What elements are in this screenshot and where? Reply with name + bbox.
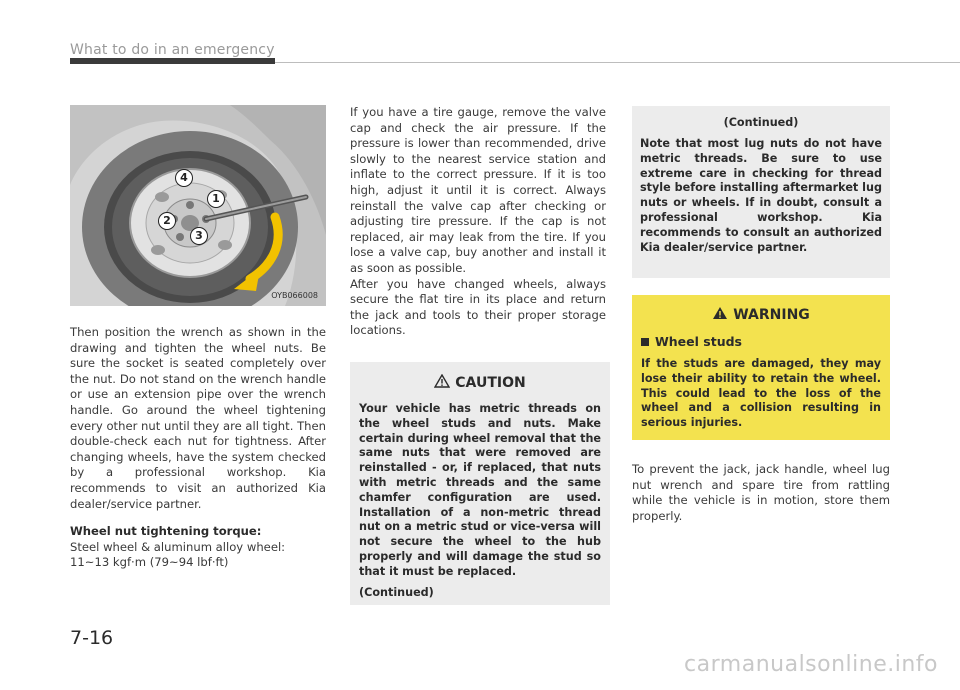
- tighten-paragraph: Then position the wrench as shown in the drawing and tighten the wheel nuts. Be sure the socket is seated completely over the nut. Do not stand on the wrench handle or use an extension pipe over the wrench handle. Go around the wheel tightening every other nut until they are all tight. Then double-check each nut for tightness. After changing wheels, have the system checked by a professional workshop. Kia recommends to visit an authorized Kia dealer/service partner.: [70, 325, 326, 511]
- continued-box: [632, 106, 890, 278]
- section-title: What to do in an emergency: [70, 42, 275, 58]
- column-2: [350, 105, 606, 339]
- caution-title: [359, 374, 601, 392]
- warning-triangle-icon: [712, 306, 728, 324]
- caution-body: Your vehicle has metric threads on the wheel studs and nuts. Make certain during wheel removal that the same nuts that were removed are reinstalled - or, if replaced, that nuts with metric threads and the same chamfer configuration are used. Installation of a non-metric thread nut on a metric stud or vice-versa will not secure the wheel to the hub properly and will damage the stud so that it must be replaced.: [359, 402, 601, 578]
- callout-3: 3: [190, 227, 208, 245]
- warning-subtitle: [641, 334, 881, 349]
- warning-box: [632, 295, 890, 440]
- figure-code: OYB066008: [271, 291, 318, 300]
- page-number: 7-16: [70, 627, 114, 649]
- square-bullet-icon: [641, 338, 649, 346]
- callout-4: 4: [175, 169, 193, 187]
- wheel-figure: [70, 105, 326, 306]
- caution-box: [350, 362, 610, 605]
- caution-triangle-icon: [434, 374, 450, 392]
- header-rule: [275, 62, 960, 63]
- warning-subtitle-text: Wheel studs: [655, 334, 742, 349]
- header-bar: [70, 58, 275, 64]
- tire-gauge-paragraph: If you have a tire gauge, remove the valve cap and check the air pressure. If the pressure is lower than recommended, drive slowly to the nearest service station and inflate to the correct pressure. If it is too high, adjust it until it is correct. Always reinstall the valve cap after checking or adjusting tire pressure. If the cap is not replaced, air may leak from the tire. If you lose a valve cap, buy another and install it as soon as possible.: [350, 105, 606, 275]
- torque-line-1: Steel wheel & aluminum alloy wheel:: [70, 539, 286, 554]
- watermark: carmanualsonline.info: [684, 652, 938, 677]
- rattling-paragraph: To prevent the jack, jack handle, wheel lug nut wrench and spare tire from rattling while the vehicle is in motion, store them properly.: [632, 462, 890, 523]
- column-1: [70, 325, 326, 571]
- wheel-illustration: [70, 105, 326, 306]
- caution-title-text: CAUTION: [455, 375, 526, 391]
- continued-label: (Continued): [723, 116, 799, 129]
- column-3: [632, 462, 890, 524]
- callout-2: 2: [158, 212, 176, 230]
- continued-body: Note that most lug nuts do not have metric threads. Be sure to use extreme care in checking for thread style before installing aftermarket lug nuts or wheels. If in doubt, consult a professional workshop. Kia recommends to consult an authorized Kia dealer/service partner.: [640, 137, 882, 254]
- callout-1: 1: [207, 190, 225, 208]
- warning-body: If the studs are damaged, they may lose their ability to retain the wheel. This could lead to the loss of the wheel and a collision resulting in serious injuries.: [641, 357, 881, 430]
- torque-line-2: 11~13 kgf·m (79~94 lbf·ft): [70, 555, 229, 570]
- storage-paragraph: After you have changed wheels, always secure the flat tire in its place and return the jack and tools to their proper storage locations.: [350, 276, 606, 338]
- warning-title-text: WARNING: [733, 307, 810, 323]
- caution-continued: (Continued): [359, 585, 434, 599]
- torque-title: Wheel nut tightening torque:: [70, 524, 262, 539]
- warning-title: [641, 306, 881, 324]
